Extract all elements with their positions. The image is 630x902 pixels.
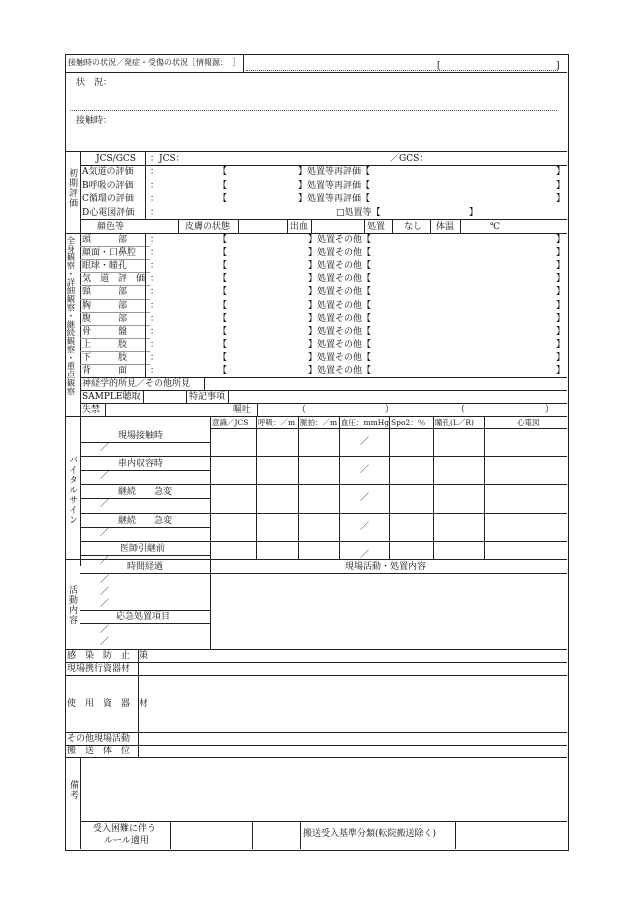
neuro-label: 神経学的所見／その他所見 — [82, 379, 191, 389]
wholebody-row-open: 【 — [218, 326, 228, 337]
vital-row-div8 — [460, 219, 461, 233]
vital-bp-slash: ／ — [360, 549, 370, 560]
wholebody-row-end: 】 — [556, 300, 566, 311]
vital-row-slash: ／ — [100, 555, 110, 566]
wholebody-row-close: 】処置その他【 — [308, 339, 372, 350]
vital-row-slash: ／ — [100, 443, 110, 453]
wholebody-row-label: 背 面 — [82, 366, 128, 376]
wholebody-row-colon: ： — [150, 313, 160, 324]
wholebody-row-close: 】処置その他【 — [308, 248, 372, 259]
criteria-field-divider — [455, 821, 456, 849]
vital-row-div5 — [364, 219, 365, 233]
special-divider — [186, 390, 187, 403]
wholebody-row-open: 【 — [218, 300, 228, 311]
bracket-open: [ — [437, 61, 441, 71]
jcs-gcs-label: JCS/GCS — [96, 154, 136, 164]
vital-row-label: 現場接触時 — [118, 431, 164, 441]
jcs-field[interactable]: ：JCS： — [150, 154, 185, 164]
initial-row-end: 】 — [556, 167, 566, 177]
vital-row-cells[interactable] — [210, 513, 567, 541]
vital-header: 脈拍：／m — [300, 418, 338, 427]
wholebody-row-colon: ： — [150, 287, 160, 298]
initial-row-close: □処置等【 — [336, 207, 381, 218]
wholebody-row-end: 】 — [556, 274, 566, 285]
vital-row-div7 — [430, 219, 431, 233]
bleeding-label: 出血 — [290, 222, 309, 232]
transport-line — [65, 757, 567, 758]
treatment-label: 処置 — [367, 222, 386, 232]
special-label: 特記事項 — [189, 392, 226, 402]
vital-row-div1 — [178, 219, 179, 233]
wholebody-row-open: 【 — [218, 261, 228, 272]
used-line — [65, 732, 567, 733]
wholebody-row-end: 】 — [556, 248, 566, 259]
initial-row-label: B呼吸の評価 — [82, 180, 134, 191]
vital-row-cells[interactable] — [210, 456, 567, 484]
vital-header: 血圧：mmHg — [341, 418, 390, 427]
wholebody-row-close: 】処置その他【 — [308, 352, 372, 363]
vital-row-label: 継続 急変 — [118, 487, 173, 498]
vital-header: 瞳孔(L／R) — [435, 418, 474, 427]
wholebody-row-label: 上 肢 — [82, 339, 128, 350]
initial-row-field[interactable] — [230, 206, 295, 218]
used-label: 使 用 資 器 材 — [67, 699, 149, 709]
wholebody-row-end: 】 — [556, 287, 566, 298]
sample-divider — [143, 390, 144, 403]
vomit-label: 嘔吐 — [233, 405, 252, 415]
initial-row-label: D心電図評価 — [82, 207, 135, 218]
wholebody-row-colon: ： — [150, 339, 160, 350]
wholebody-row-open: 【 — [218, 366, 228, 376]
situation-field[interactable] — [70, 110, 557, 111]
time-slash-1: ／ — [100, 575, 110, 585]
neuro-bottom — [80, 390, 567, 391]
initial-row-close: 】処置等再評価【 — [298, 194, 371, 204]
initial-row-colon: ： — [150, 207, 160, 218]
wholebody-row-label: 骨 盤 — [82, 326, 128, 337]
initial-side-label: 初期評価 — [67, 168, 77, 208]
remarks-label: 備考 — [68, 780, 78, 800]
wholebody-row-colon: ： — [150, 261, 160, 272]
wholebody-row-colon: ： — [150, 274, 160, 285]
sample-bottom — [80, 403, 567, 404]
contact-label: 接触時： — [76, 116, 113, 126]
wholebody-row-colon: ： — [150, 326, 160, 337]
initial-row-colon: ： — [150, 194, 160, 204]
wholebody-row-close: 】処置その他【 — [308, 261, 372, 272]
wholebody-row-end: 】 — [556, 339, 566, 350]
remarks-divider — [80, 757, 81, 849]
criteria-divider — [300, 821, 301, 849]
vital-bp-slash: ／ — [360, 521, 370, 532]
sample-label: SAMPLE聴取 — [82, 392, 141, 402]
initial-row-close: 】処置等再評価【 — [298, 180, 371, 191]
vital-row-slash: ／ — [100, 527, 110, 538]
initial-row-colon: ： — [150, 167, 160, 177]
temperature-label: 体温 — [436, 222, 455, 232]
initial-row-close: 】処置等再評価【 — [298, 167, 371, 177]
wholebody-row-close: 】処置その他【 — [308, 274, 372, 285]
wholebody-row-open: 【 — [218, 313, 228, 324]
wholebody-row-colon: ： — [150, 235, 160, 245]
vital-bp-slash: ／ — [360, 437, 370, 447]
wholebody-row-label: 眼球・瞳孔 — [82, 261, 128, 272]
wholebody-row-label: 頭 部 — [82, 235, 128, 245]
wholebody-row-colon: ： — [150, 300, 160, 311]
header-bottom-line — [65, 72, 567, 73]
wholebody-row-colon: ： — [150, 352, 160, 363]
info-source-label: 接触時の状況／発症・受傷の状況［情報源： ］ — [68, 58, 240, 67]
bracket-close: ] — [556, 61, 560, 71]
wholebody-row-open: 【 — [218, 235, 228, 245]
wholebody-row-open: 【 — [218, 352, 228, 363]
vital-row-div6 — [392, 219, 393, 233]
temperature-unit: ℃ — [490, 222, 501, 232]
complexion-label: 顔色等 — [97, 222, 125, 232]
criteria-label: 搬送受入基準分類(転院搬送除く) — [303, 829, 437, 839]
initial-row-end: 】 — [556, 180, 566, 191]
vital-bp-slash: ／ — [360, 493, 370, 504]
wholebody-row-label: 下 肢 — [82, 352, 128, 363]
contact-bottom-line — [65, 151, 567, 152]
special-divider2 — [228, 390, 229, 403]
vital-row-div2 — [238, 219, 239, 233]
vital-header: 心電図 — [517, 418, 540, 427]
vital-header: 呼吸：／m — [258, 418, 296, 427]
vomit-divider — [257, 403, 258, 416]
carried-line — [65, 675, 567, 676]
difficulty-divider — [170, 821, 171, 849]
wholebody-row-label: 頸 部 — [82, 287, 128, 298]
vitals-side-label: バイタルサイン — [67, 455, 77, 525]
wholebody-row-label: 気 道 評 価 — [82, 274, 146, 285]
transport-label: 搬 送 体 位 — [67, 746, 131, 756]
vital-row-cells[interactable] — [210, 484, 567, 512]
wholebody-row-colon: ： — [150, 366, 160, 376]
difficulty-field-divider — [252, 821, 253, 849]
wholebody-row-end: 】 — [556, 261, 566, 272]
vital-row-slash: ／ — [100, 471, 110, 482]
initial-row-open: 【 — [218, 180, 228, 191]
carried-label: 現場携行資器材 — [67, 664, 131, 674]
vital-row-label: 車内収容時 — [118, 459, 164, 470]
vital-header: Spo2：％ — [391, 418, 426, 427]
wholebody-row-label: 胸 部 — [82, 300, 128, 311]
time-slash-3: ／ — [100, 599, 110, 609]
wholebody-row-close: 】処置その他【 — [308, 235, 372, 245]
vital-row-div3 — [287, 219, 288, 233]
wholebody-row-open: 【 — [218, 339, 228, 350]
wholebody-row-end: 】 — [556, 313, 566, 324]
wholebody-row-open: 【 — [218, 248, 228, 259]
emergency-header: 応急処置項目 — [116, 612, 171, 622]
time-slash-2: ／ — [100, 587, 110, 597]
wholebody-row-open: 【 — [218, 287, 228, 298]
wholebody-label-divider — [145, 233, 146, 377]
initial-row-open: 【 — [218, 194, 228, 204]
vital-row-slash: ／ — [100, 499, 110, 510]
vital-row-cells[interactable] — [210, 428, 567, 456]
initial-row-end: 】 — [469, 207, 479, 218]
wholebody-row-end: 】 — [556, 366, 566, 376]
incont-divider — [105, 403, 106, 416]
wholebody-row-label: 腹 部 — [82, 313, 128, 324]
wholebody-row-close: 】処置その他【 — [308, 287, 372, 298]
paren-open-2: （ — [456, 405, 466, 415]
wholebody-row-label: 顔面・口鼻腔 — [82, 248, 137, 259]
vital-row-top — [80, 219, 567, 220]
neuro-divider — [204, 377, 205, 390]
wholebody-row-close: 】処置その他【 — [308, 313, 372, 324]
label-col-divider — [145, 151, 146, 219]
vital-header: 意識／JCS — [212, 418, 249, 427]
wholebody-row-end: 】 — [556, 235, 566, 245]
skin-label: 皮膚の状態 — [185, 222, 231, 232]
activity-side-label: 活動内容 — [67, 585, 77, 625]
activity-header-line — [80, 573, 567, 574]
initial-row-field[interactable] — [230, 179, 295, 191]
vital-bp-slash: ／ — [360, 465, 370, 476]
remarks-bottom — [80, 821, 567, 822]
vital-row-label: 医師引継前 — [120, 543, 166, 554]
initial-row-field[interactable] — [230, 192, 295, 204]
vital-row-div4 — [311, 219, 312, 233]
other-label: その他現場活動 — [67, 734, 131, 744]
wholebody-row-colon: ： — [150, 248, 160, 259]
initial-row-field[interactable] — [230, 165, 295, 177]
wholebody-row-close: 】処置その他【 — [308, 326, 372, 337]
wholebody-row-open: 【 — [218, 274, 228, 285]
difficulty-line1: 受入困難に伴う — [93, 824, 157, 834]
initial-row-open: 【 — [218, 167, 228, 177]
incontinence-label: 失禁 — [82, 405, 101, 415]
activity-header: 現場活動・処置内容 — [345, 562, 427, 572]
infection-label: 感 染 防 止 策 — [67, 651, 149, 661]
time-header: 時間経過 — [127, 562, 164, 572]
info-source-field[interactable] — [246, 70, 558, 71]
emergency-slash-2: ／ — [100, 637, 110, 647]
none-label: なし — [404, 222, 423, 232]
vitals-bottom — [65, 559, 567, 560]
wholebody-row-close: 】処置その他【 — [308, 300, 372, 311]
initial-row-end: 】 — [556, 194, 566, 204]
vital-row-label: 継続 急変 — [118, 515, 173, 526]
paren-close-2: ） — [545, 405, 555, 415]
situation-label: 状 況： — [76, 78, 113, 88]
wholebody-row-close: 】処置その他【 — [308, 366, 372, 376]
wholebody-row-end: 】 — [556, 326, 566, 337]
initial-row-label: C循環の評価 — [82, 194, 134, 204]
initial-row-colon: ： — [150, 180, 160, 191]
header-divider — [243, 54, 244, 72]
infection-line — [65, 662, 567, 663]
paren-open-1: （ — [297, 405, 307, 415]
other-line — [65, 745, 567, 746]
paren-close-1: ） — [385, 405, 395, 415]
gcs-field[interactable]: ／GCS： — [390, 154, 429, 164]
initial-row-label: A気道の評価 — [82, 167, 134, 177]
emergency-slash-1: ／ — [100, 625, 110, 635]
wholebody-row-end: 】 — [556, 352, 566, 363]
difficulty-line2: ルール適用 — [104, 836, 149, 846]
wholebody-side-label: 全身観察・詳細観察・継続観察・重点観察 — [66, 236, 76, 396]
